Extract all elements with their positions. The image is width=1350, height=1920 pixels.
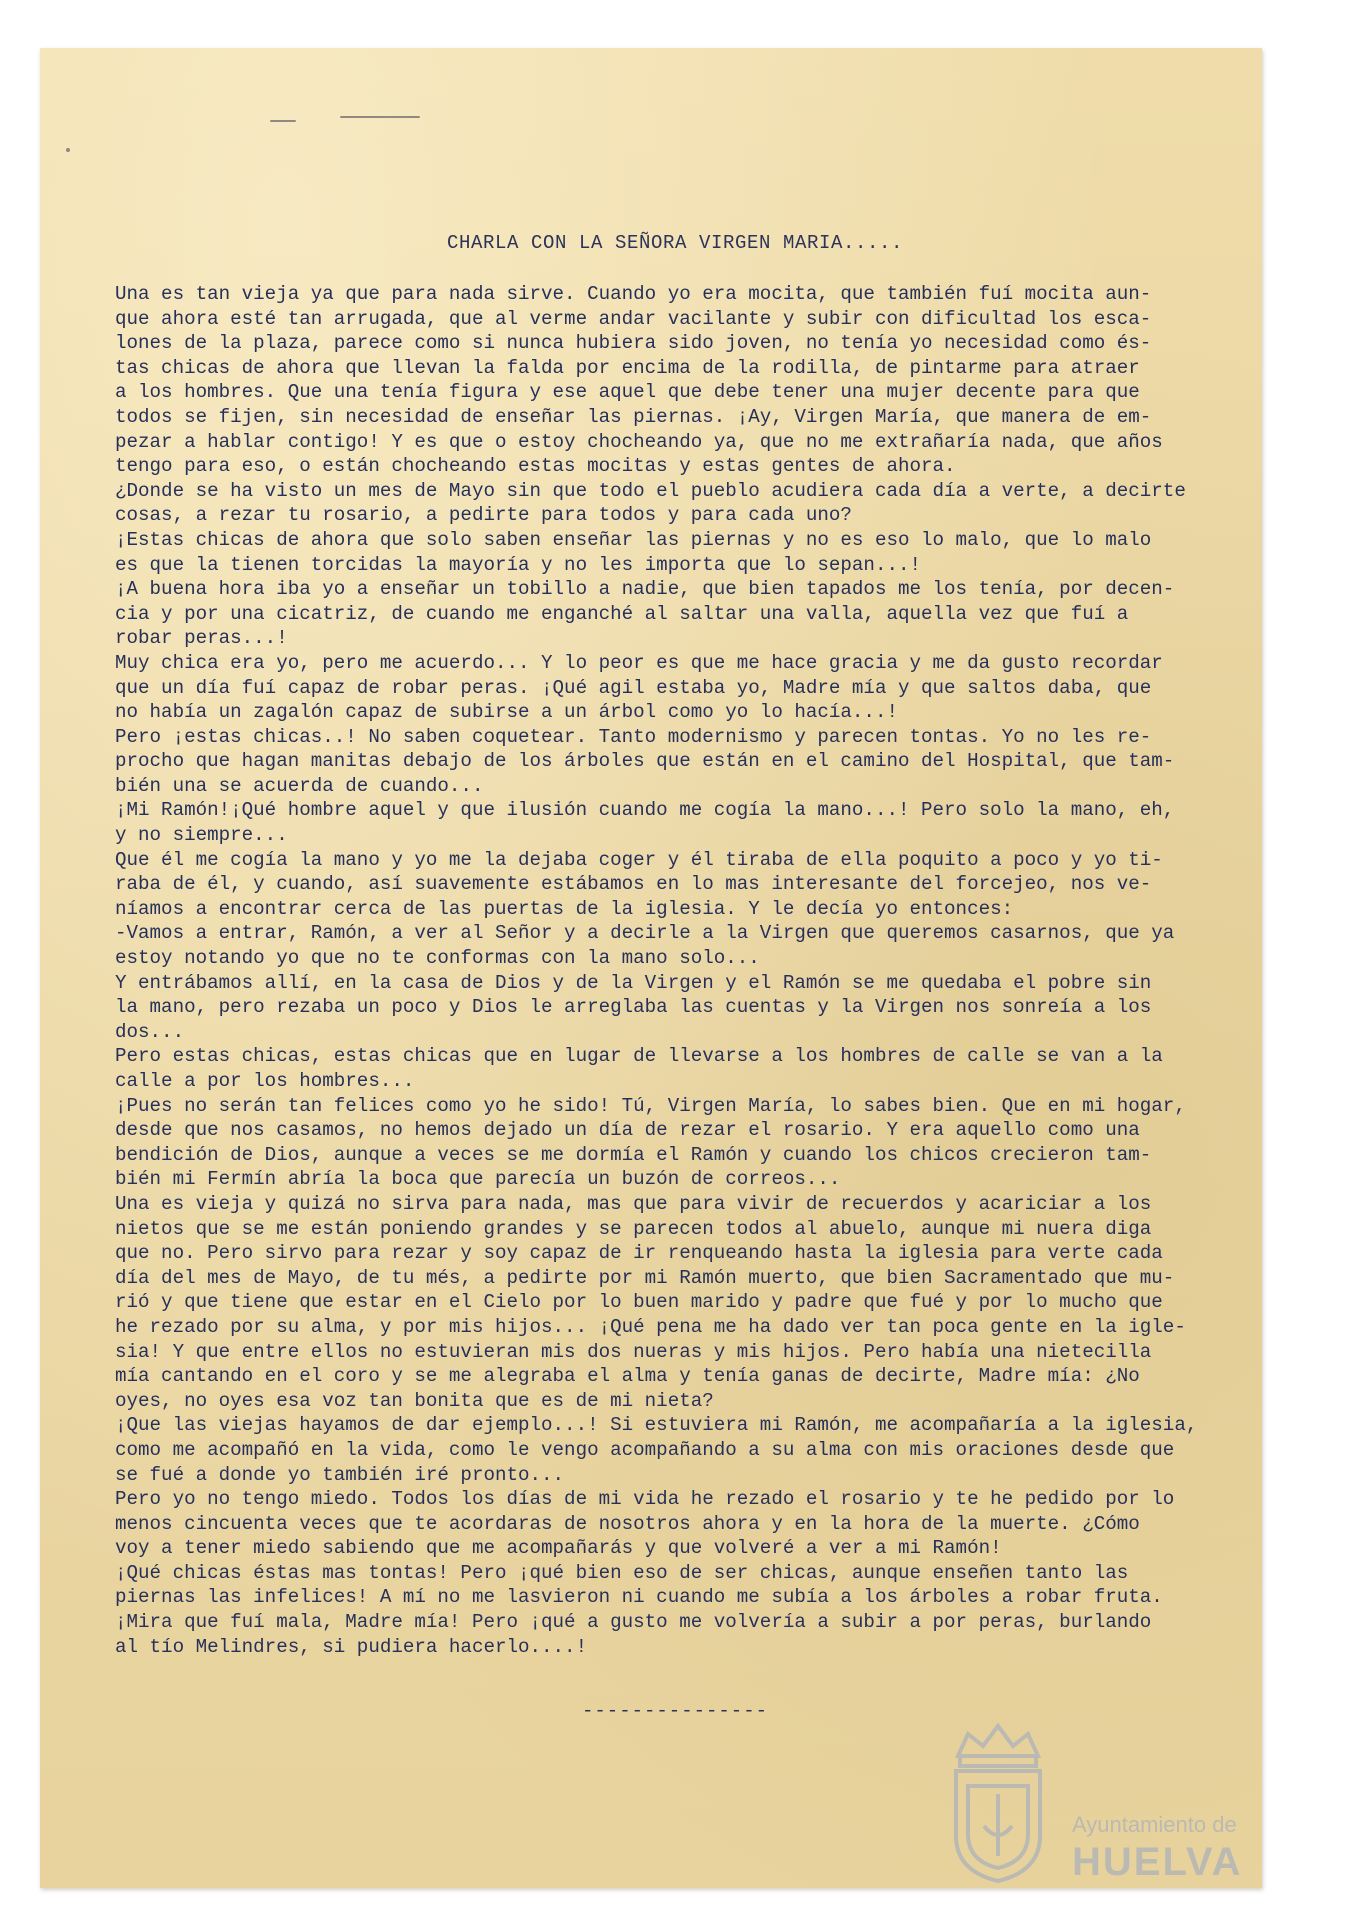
text-line: no había un zagalón capaz de subirse a un árbol como yo lo hacía...! <box>115 701 898 724</box>
document-title: CHARLA CON LA SEÑORA VIRGEN MARIA..... <box>446 232 904 254</box>
text-line: es que la tienen torcidas la mayoría y no les importa que lo sepan...! <box>115 553 922 576</box>
text-line: lones de la plaza, parece como si nunca hubiera sido joven, no tenía yo necesidad como és- <box>115 332 1152 355</box>
text-line: cosas, a rezar tu rosario, a pedirte para todos y para cada uno? <box>115 504 852 527</box>
text-line: a los hombres. Que una tenía figura y ese aquel que debe tener una mujer decente para que <box>115 381 1140 404</box>
text-line: sia! Y que entre ellos no estuvieran mis dos nueras y mis hijos. Pero había una nietecilla <box>115 1340 1152 1363</box>
text-line: todos se fijen, sin necesidad de enseñar las piernas. ¡Ay, Virgen María, que manera de em- <box>115 405 1152 428</box>
text-line: mía cantando en el coro y se me alegraba el alma y tenía ganas de decirte, Madre mía: ¿No <box>115 1365 1140 1388</box>
text-line: Que él me cogía la mano y yo me la dejaba coger y él tiraba de ella poquito a poco y yo ti- <box>115 848 1163 871</box>
text-line: ¡A buena hora iba yo a enseñar un tobillo a nadie, que bien tapados me los tenía, por decen- <box>115 578 1175 601</box>
text-line: ¡Pues no serán tan felices como yo he sido! Tú, Virgen María, lo sabes bien. Que en mi hogar, <box>115 1094 1186 1117</box>
text-line: que no. Pero sirvo para rezar y soy capaz de ir renqueando hasta la iglesia para verte cada <box>115 1242 1163 1265</box>
huelva-crest-icon <box>938 1716 1058 1886</box>
text-line: Pero yo no tengo miedo. Todos los días de mi vida he rezado el rosario y te he pedido por lo <box>115 1488 1175 1511</box>
text-line: pezar a hablar contigo! Y es que o estoy chocheando ya, que no me extrañaría nada, que años <box>115 430 1163 453</box>
closing-dash-rule: --------------- <box>581 1700 769 1722</box>
text-line: robar peras...! <box>115 627 288 650</box>
text-line: ¡Mi Ramón!¡Qué hombre aquel y que ilusión cuando me cogía la mano...! Pero solo la mano, eh, <box>115 799 1175 822</box>
text-line: como me acompañó en la vida, como le vengo acompañando a su alma con mis oraciones desde que <box>115 1438 1175 1461</box>
text-line: voy a tener miedo sabiendo que me acompañarás y que volveré a ver a mi Ramón! <box>115 1537 1002 1560</box>
watermark-line-2: HUELVA <box>1072 1840 1243 1884</box>
text-line: ¡Estas chicas de ahora que solo saben enseñar las piernas y no es eso lo malo, que lo malo <box>115 528 1152 551</box>
text-line: Una es vieja y quizá no sirva para nada, mas que para vivir de recuerdos y acariciar a los <box>115 1192 1152 1215</box>
text-line: bendición de Dios, aunque a veces se me dormía el Ramón y cuando los chicos crecieron tam- <box>115 1143 1152 1166</box>
text-line: ¿Donde se ha visto un mes de Mayo sin que todo el pueblo acudiera cada día a verte, a decirte <box>115 479 1186 502</box>
text-line: oyes, no oyes esa voz tan bonita que es de mi nieta? <box>115 1389 714 1412</box>
text-line: desde que nos casamos, no hemos dejado un día de rezar el rosario. Y era aquello como una <box>115 1119 1140 1142</box>
text-line: ¡Que las viejas hayamos de dar ejemplo...! Si estuviera mi Ramón, me acompañaría a la iglesia, <box>115 1414 1198 1437</box>
text-line: y no siempre... <box>115 824 288 847</box>
ink-smudge <box>340 116 420 118</box>
text-line: Y entrábamos allí, en la casa de Dios y de la Virgen y el Ramón se me quedaba el pobre sin <box>115 971 1152 994</box>
text-line: bién mi Fermín abría la boca que parecía un buzón de correos... <box>115 1168 841 1191</box>
text-line: Muy chica era yo, pero me acuerdo... Y lo peor es que me hace gracia y me da gusto recordar <box>115 651 1163 674</box>
text-line: Una es tan vieja ya que para nada sirve. Cuando yo era mocita, que también fuí mocita aun- <box>115 283 1152 305</box>
typewritten-body <box>115 282 1265 1659</box>
text-line: tas chicas de ahora que llevan la falda por encima de la rodilla, de pintarme para atraer <box>115 356 1140 379</box>
text-line: tengo para eso, o están chocheando estas mocitas y estas gentes de ahora. <box>115 455 956 478</box>
text-line: día del mes de Mayo, de tu més, a pedirte por mi Ramón muerto, que bien Sacramentado que mu- <box>115 1266 1175 1289</box>
text-line: ¡Mira que fuí mala, Madre mía! Pero ¡qué a gusto me volvería a subir a por peras, burlando <box>115 1611 1152 1634</box>
text-line: dos... <box>115 1020 185 1043</box>
text-line: -Vamos a entrar, Ramón, a ver al Señor y a decirle a la Virgen que queremos casarnos, que ya <box>115 922 1175 945</box>
text-line: níamos a encontrar cerca de las puertas de la iglesia. Y le decía yo entonces: <box>115 897 1014 920</box>
text-line: bién una se acuerda de cuando... <box>115 774 484 797</box>
text-line: he rezado por su alma, y por mis hijos... ¡Qué pena me ha dado ver tan poca gente en la igle- <box>115 1315 1186 1338</box>
text-line: al tío Melindres, si pudiera hacerlo....! <box>115 1635 588 1658</box>
text-line: nietos que se me están poniendo grandes y se parecen todos al abuelo, aunque mi nuera diga <box>115 1217 1152 1240</box>
ink-smudge <box>66 148 70 152</box>
text-line: que un día fuí capaz de robar peras. ¡Qué agil estaba yo, Madre mía y que saltos daba, que <box>115 676 1152 699</box>
text-line: ¡Qué chicas éstas mas tontas! Pero ¡qué bien eso de ser chicas, aunque enseñen tanto las <box>115 1561 1129 1584</box>
text-line: procho que hagan manitas debajo de los árboles que están en el camino del Hospital, que tam- <box>115 750 1175 773</box>
text-line: que ahora esté tan arrugada, que al verme andar vacilante y subir con dificultad los esca- <box>115 307 1152 330</box>
text-line: Pero estas chicas, estas chicas que en lugar de llevarse a los hombres de calle se van a la <box>115 1045 1163 1068</box>
text-line: menos cincuenta veces que te acordaras de nosotros ahora y en la hora de la muerte. ¿Cómo <box>115 1512 1140 1535</box>
archive-watermark <box>938 1716 1278 1886</box>
text-line: calle a por los hombres... <box>115 1070 415 1092</box>
text-line: Pero ¡estas chicas..! No saben coquetear. Tanto modernismo y parecen tontas. Yo no les re- <box>115 725 1152 748</box>
text-line: estoy notando yo que no te conformas con la mano solo... <box>115 947 760 970</box>
text-line: la mano, pero rezaba un poco y Dios le arreglaba las cuentas y la Virgen nos sonreía a los <box>115 996 1152 1019</box>
text-line: rió y que tiene que estar en el Cielo por lo buen marido y padre que fué y por lo mucho que <box>115 1291 1163 1314</box>
text-line: raba de él, y cuando, así suavemente estábamos en lo mas interesante del forcejeo, nos ve- <box>115 873 1152 896</box>
text-line: se fué a donde yo también iré pronto... <box>115 1463 565 1486</box>
watermark-line-1: Ayuntamiento de <box>1072 1812 1237 1837</box>
text-line: piernas las infelices! A mí no me lasvieron ni cuando me subía a los árboles a robar fruta. <box>115 1586 1163 1609</box>
ink-smudge <box>270 120 296 122</box>
text-line: cia y por una cicatriz, de cuando me enganché al saltar una valla, aquella vez que fuí a <box>115 602 1129 625</box>
